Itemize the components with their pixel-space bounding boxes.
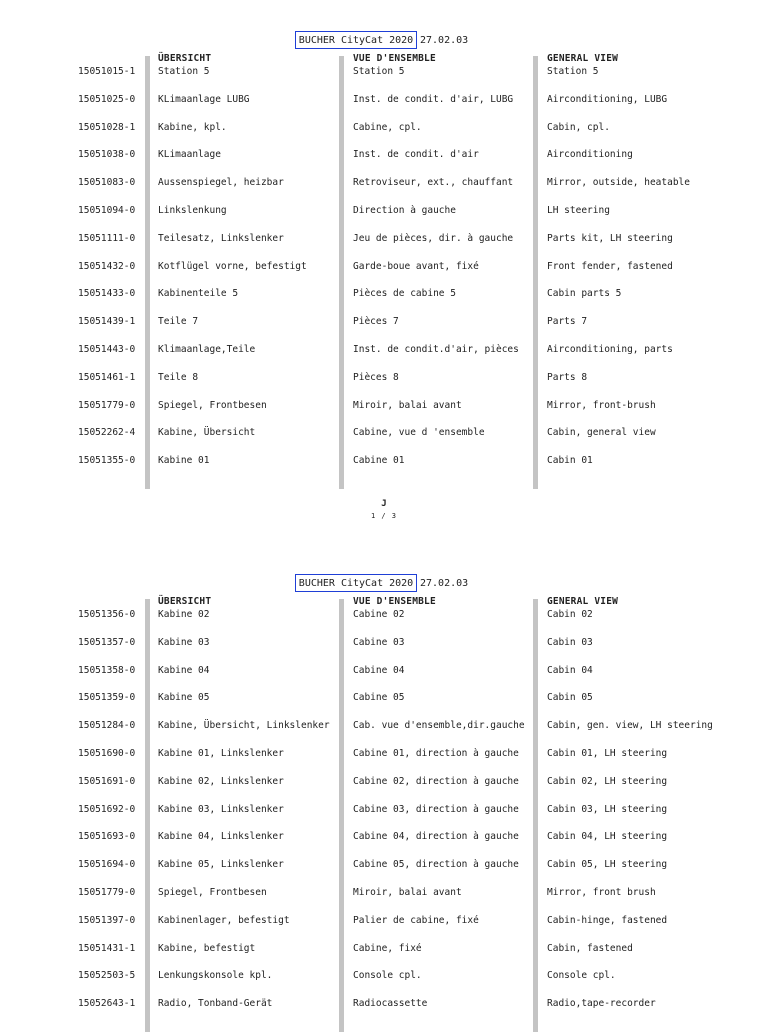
table-row: [0, 147, 768, 175]
table-row: [0, 829, 768, 857]
parts-table: [0, 64, 768, 481]
english-description: Cabin 03, LH steering: [547, 803, 668, 815]
french-description: Cabine 04: [353, 664, 405, 676]
french-description: Cabine 01: [353, 455, 405, 467]
table-row: [0, 663, 768, 691]
part-number: 15052262-4: [78, 427, 136, 439]
table-row: [0, 425, 768, 453]
header-date: 27.02.03: [420, 35, 469, 46]
table-row: [0, 120, 768, 148]
table-row: [0, 941, 768, 969]
column-header-en: GENERAL VIEW: [547, 596, 619, 607]
part-number: 15051690-0: [78, 747, 136, 759]
table-row: [0, 64, 768, 92]
french-description: Inst. de condit. d'air, LUBG: [353, 93, 514, 105]
part-number: 15051691-0: [78, 775, 136, 787]
table-row: [0, 718, 768, 746]
german-description: Kabine, Übersicht, Linkslenker: [158, 720, 330, 732]
french-description: Pièces 7: [353, 316, 399, 328]
french-description: Station 5: [353, 66, 405, 77]
table-row: [0, 92, 768, 120]
part-number: 15051015-1: [78, 66, 136, 77]
column-header-fr: VUE D'ENSEMBLE: [353, 53, 436, 64]
english-description: Mirror, front brush: [547, 886, 656, 898]
part-number: 15051083-0: [78, 177, 136, 189]
german-description: Radio, Tonband-Gerät: [158, 998, 273, 1010]
table-row: [0, 370, 768, 398]
parts-table: [0, 607, 768, 1024]
part-number: 15051025-0: [78, 93, 136, 105]
table-row: [0, 802, 768, 830]
table-row: [0, 774, 768, 802]
english-description: Parts 8: [547, 371, 588, 383]
part-number: 15051284-0: [78, 720, 136, 732]
german-description: KLimaanlage: [158, 149, 221, 161]
english-description: Cabin 01, LH steering: [547, 747, 668, 759]
column-header-de: ÜBERSICHT: [158, 53, 212, 64]
table-row: [0, 996, 768, 1024]
french-description: Direction à gauche: [353, 204, 456, 216]
english-description: Cabin 05: [547, 692, 593, 704]
english-description: Console cpl.: [547, 970, 616, 982]
french-description: Cabine 04, direction à gauche: [353, 831, 519, 843]
part-number: 15052643-1: [78, 998, 136, 1010]
brand-title-box: BUCHER CityCat 2020: [295, 574, 417, 592]
french-description: Retroviseur, ext., chauffant: [353, 177, 514, 189]
german-description: Aussenspiegel, heizbar: [158, 177, 284, 189]
brand-title-box: BUCHER CityCat 2020: [295, 31, 417, 49]
part-number: 15051779-0: [78, 399, 136, 411]
french-description: Cabine 05: [353, 692, 405, 704]
part-number: 15051692-0: [78, 803, 136, 815]
page-section-2: [0, 543, 768, 1013]
table-row: [0, 913, 768, 941]
header-date: 27.02.03: [420, 578, 469, 589]
german-description: Kabine 02, Linkslenker: [158, 775, 284, 787]
english-description: Cabin 05, LH steering: [547, 859, 668, 871]
french-description: Cabine 03: [353, 636, 405, 648]
french-description: Radiocassette: [353, 998, 428, 1010]
french-description: Palier de cabine, fixé: [353, 914, 479, 926]
part-number: 15051439-1: [78, 316, 136, 328]
french-description: Cabine, fixé: [353, 942, 422, 954]
table-row: [0, 342, 768, 370]
part-number: 15051111-0: [78, 232, 136, 244]
french-description: Pièces 8: [353, 371, 399, 383]
german-description: Kabine 02: [158, 609, 210, 620]
french-description: Cabine, vue d 'ensemble: [353, 427, 485, 439]
french-description: Cabine 02, direction à gauche: [353, 775, 519, 787]
table-row: [0, 857, 768, 885]
table-row: [0, 746, 768, 774]
english-description: Front fender, fastened: [547, 260, 673, 272]
english-description: Parts kit, LH steering: [547, 232, 673, 244]
english-description: Airconditioning: [547, 149, 633, 161]
table-row: [0, 175, 768, 203]
table-row: [0, 690, 768, 718]
german-description: Kabine, befestigt: [158, 942, 256, 954]
part-number: 15051358-0: [78, 664, 136, 676]
french-description: Jeu de pièces, dir. à gauche: [353, 232, 514, 244]
english-description: Cabin 04, LH steering: [547, 831, 668, 843]
french-description: Inst. de condit. d'air: [353, 149, 479, 161]
german-description: KLimaanlage LUBG: [158, 93, 250, 105]
column-header-fr: VUE D'ENSEMBLE: [353, 596, 436, 607]
part-number: 15051693-0: [78, 831, 136, 843]
french-description: Cabine 01, direction à gauche: [353, 747, 519, 759]
table-row: [0, 203, 768, 231]
english-description: Parts 7: [547, 316, 588, 328]
german-description: Kabine, kpl.: [158, 121, 227, 133]
english-description: Cabin 03: [547, 636, 593, 648]
table-row: [0, 231, 768, 259]
english-description: Cabin parts 5: [547, 288, 622, 300]
english-description: Airconditioning, parts: [547, 343, 673, 355]
page-header: [0, 574, 768, 594]
part-number: 15051431-1: [78, 942, 136, 954]
german-description: Teilesatz, Linkslenker: [158, 232, 284, 244]
table-row: [0, 398, 768, 426]
english-description: Mirror, outside, heatable: [547, 177, 690, 189]
english-description: Cabin 02, LH steering: [547, 775, 668, 787]
german-description: Kabine 05: [158, 692, 210, 704]
part-number: 15051028-1: [78, 121, 136, 133]
french-description: Inst. de condit.d'air, pièces: [353, 343, 519, 355]
english-description: Mirror, front-brush: [547, 399, 656, 411]
english-description: Cabin, fastened: [547, 942, 633, 954]
part-number: 15051779-0: [78, 886, 136, 898]
part-number: 15051432-0: [78, 260, 136, 272]
table-row: [0, 259, 768, 287]
french-description: Cabine 02: [353, 609, 405, 620]
page-number: 1 / 3: [370, 512, 398, 520]
table-row: [0, 314, 768, 342]
english-description: Cabin 01: [547, 455, 593, 467]
german-description: Teile 8: [158, 371, 199, 383]
page-header: [0, 31, 768, 51]
english-description: LH steering: [547, 204, 610, 216]
english-description: Cabin 04: [547, 664, 593, 676]
table-row: [0, 635, 768, 663]
french-description: Cabine 03, direction à gauche: [353, 803, 519, 815]
french-description: Garde-boue avant, fixé: [353, 260, 479, 272]
french-description: Miroir, balai avant: [353, 886, 462, 898]
table-row: [0, 968, 768, 996]
german-description: Spiegel, Frontbesen: [158, 886, 267, 898]
english-description: Cabin-hinge, fastened: [547, 914, 668, 926]
german-description: Kabine 04, Linkslenker: [158, 831, 284, 843]
english-description: Airconditioning, LUBG: [547, 93, 668, 105]
german-description: Kabinenlager, befestigt: [158, 914, 290, 926]
english-description: Radio,tape-recorder: [547, 998, 656, 1010]
german-description: Spiegel, Frontbesen: [158, 399, 267, 411]
german-description: Kabine, Übersicht: [158, 427, 256, 439]
table-row: [0, 607, 768, 635]
column-header-de: ÜBERSICHT: [158, 596, 212, 607]
german-description: Klimaanlage,Teile: [158, 343, 256, 355]
part-number: 15051694-0: [78, 859, 136, 871]
french-description: Console cpl.: [353, 970, 422, 982]
german-description: Station 5: [158, 66, 210, 77]
part-number: 15051094-0: [78, 204, 136, 216]
german-description: Linkslenkung: [158, 204, 227, 216]
french-description: Cabine 05, direction à gauche: [353, 859, 519, 871]
german-description: Kabine 04: [158, 664, 210, 676]
german-description: Kabine 01, Linkslenker: [158, 747, 284, 759]
french-description: Cab. vue d'ensemble,dir.gauche: [353, 720, 525, 732]
german-description: Kabinenteile 5: [158, 288, 239, 300]
english-description: Cabin 02: [547, 609, 593, 620]
french-description: Miroir, balai avant: [353, 399, 462, 411]
english-description: Cabin, gen. view, LH steering: [547, 720, 713, 732]
german-description: Kabine 03: [158, 636, 210, 648]
part-number: 15051433-0: [78, 288, 136, 300]
part-number: 15051356-0: [78, 609, 136, 620]
french-description: Cabine, cpl.: [353, 121, 422, 133]
footer-letter: J: [381, 499, 387, 509]
german-description: Kabine 01: [158, 455, 210, 467]
german-description: Kotflügel vorne, befestigt: [158, 260, 307, 272]
german-description: Kabine 05, Linkslenker: [158, 859, 284, 871]
part-number: 15051357-0: [78, 636, 136, 648]
part-number: 15051397-0: [78, 914, 136, 926]
part-number: 15051359-0: [78, 692, 136, 704]
french-description: Pièces de cabine 5: [353, 288, 456, 300]
english-description: Station 5: [547, 66, 599, 77]
german-description: Teile 7: [158, 316, 199, 328]
german-description: Lenkungskonsole kpl.: [158, 970, 273, 982]
part-number: 15051038-0: [78, 149, 136, 161]
table-row: [0, 453, 768, 481]
part-number: 15051461-1: [78, 371, 136, 383]
column-header-en: GENERAL VIEW: [547, 53, 619, 64]
part-number: 15052503-5: [78, 970, 136, 982]
english-description: Cabin, general view: [547, 427, 656, 439]
english-description: Cabin, cpl.: [547, 121, 610, 133]
part-number: 15051355-0: [78, 455, 136, 467]
table-row: [0, 286, 768, 314]
german-description: Kabine 03, Linkslenker: [158, 803, 284, 815]
table-row: [0, 885, 768, 913]
part-number: 15051443-0: [78, 343, 136, 355]
